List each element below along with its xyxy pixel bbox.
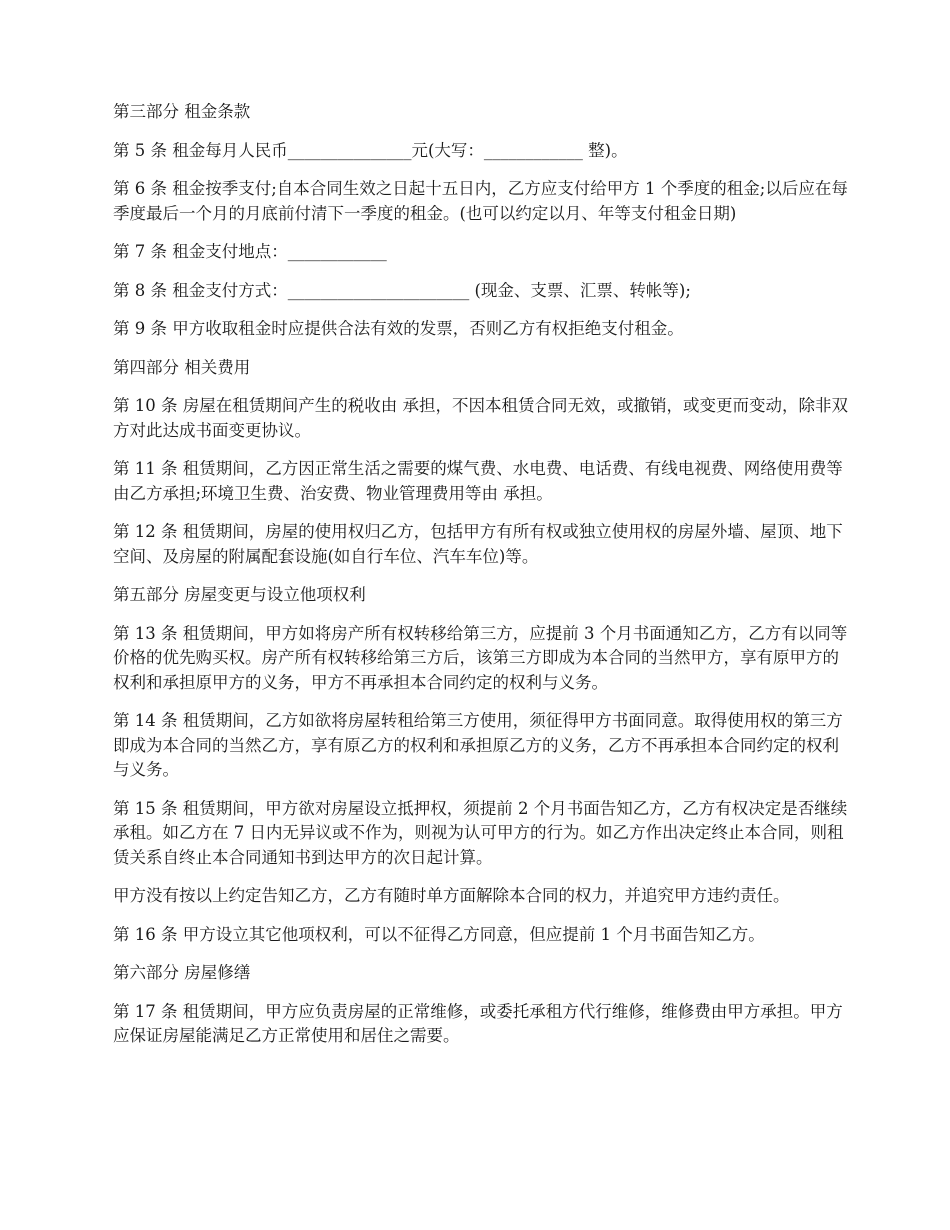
clause-15: 第 15 条 租赁期间，甲方欲对房屋设立抵押权，须提前 2 个月书面告知乙方，乙方有权决定是否继续承租。如乙方在 7 日内无异议或不作为，则视为认可甲方的行为。如乙方作出决定终止本合同，则租赁关系自终止本合同通知书到达甲方的次日起计算。 [113,798,848,867]
clause-8: 第 8 条 租金支付方式：______________________ (现金、支票、汇票、转帐等); [113,280,691,300]
section-heading-4: 第四部分 相关费用 [113,357,251,377]
clause-12: 第 12 条 租赁期间，房屋的使用权归乙方，包括甲方有所有权或独立使用权的房屋外墙、屋顶、地下空间、及房屋的附属配套设施(如自行车位、汽车车位)等。 [113,522,843,566]
clause-13: 第 13 条 租赁期间，甲方如将房产所有权转移给第三方，应提前 3 个月书面通知乙方，乙方有以同等价格的优先购买权。房产所有权转移给第三方后，该第三方即成为本合同的当然甲方，享有原甲方的权利和承担原甲方的义务，甲方不再承担本合同约定的权利与义务。 [113,623,848,692]
document-body [113,100,848,1063]
section-heading-5: 第五部分 房屋变更与设立他项权利 [113,585,366,604]
section-heading-6: 第六部分 房屋修缮 [113,963,251,982]
clause-9: 第 9 条 甲方收取租金时应提供合法有效的发票，否则乙方有权拒绝支付租金。 [113,319,684,338]
section-heading-3: 第三部分 租金条款 [113,102,251,121]
clause-16: 第 16 条 甲方设立其它他项权利，可以不征得乙方同意，但应提前 1 个月书面告知乙方。 [113,924,765,944]
clause-11: 第 11 条 租赁期间，乙方因正常生活之需要的煤气费、水电费、电话费、有线电视费、网络使用费等由乙方承担;环境卫生费、治安费、物业管理费用等由 承担。 [113,459,843,503]
clause-17: 第 17 条 租赁期间，甲方应负责房屋的正常维修，或委托承租方代行维修，维修费由甲方承担。甲方应保证房屋能满足乙方正常使用和居住之需要。 [113,1001,843,1045]
clause-7: 第 7 条 租金支付地点：____________ [113,242,387,261]
clause-6: 第 6 条 租金按季支付;自本合同生效之日起十五日内，乙方应支付给甲方 1 个季度的租金;以后应在每季度最后一个月的月底前付清下一季度的租金。(也可以约定以月、年等支付租金日期) [113,179,848,223]
clause-5: 第 5 条 租金每月人民币_______________元(大写：____________ 整)。 [113,140,628,160]
clause-10: 第 10 条 房屋在租赁期间产生的税收由 承担，不因本租赁合同无效，或撤销，或变更而变动，除非双方对此达成书面变更协议。 [113,396,848,440]
clause-14: 第 14 条 租赁期间，乙方如欲将房屋转租给第三方使用，须征得甲方书面同意。取得使用权的第三方即成为本合同的当然乙方，享有原乙方的权利和承担原乙方的义务，乙方不再承担本合同约定的权利与义务。 [113,711,843,779]
clause-15-note: 甲方没有按以上约定告知乙方，乙方有随时单方面解除本合同的权力，并追究甲方违约责任。 [113,886,790,905]
